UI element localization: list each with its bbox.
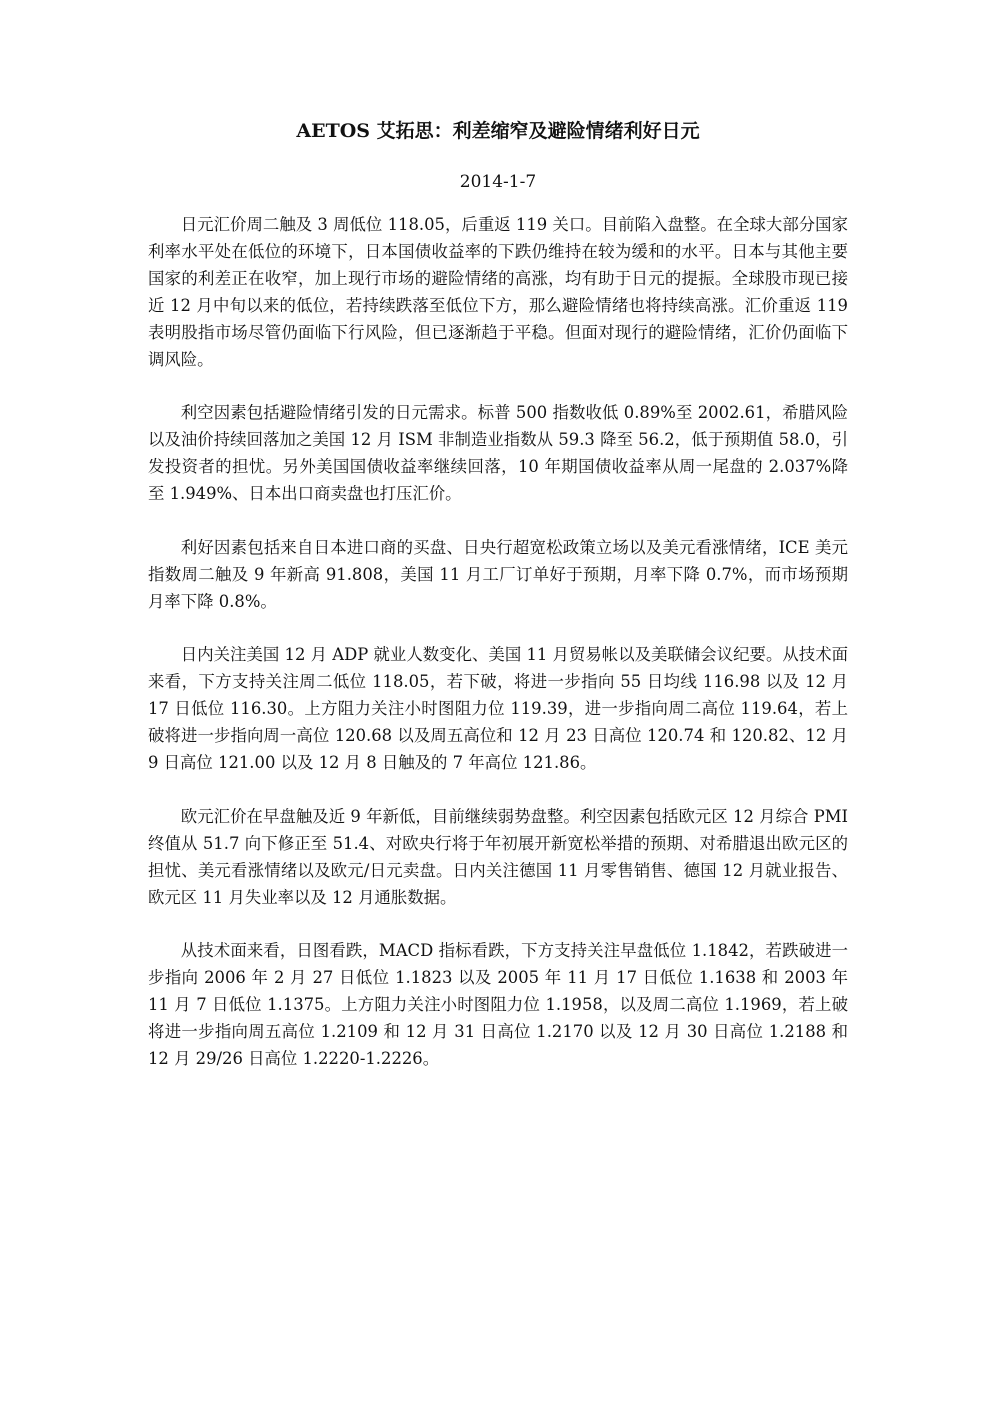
paragraph: 日元汇价周二触及 3 周低位 118.05，后重返 119 关口。目前陷入盘整。在全球大部分国家利率水平处在低位的环境下，日本国债收益率的下跌仍维持在较为缓和的水平。日本与其他主要国家的利差正在收窄，加上现行市场的避险情绪的高涨，均有助于日元的提振。全球股市现已接近 12 月中旬以来的低位，若持续跌落至低位下方，那么避险情绪也将持续高涨。汇价重返 119 表明股指市场尽管仍面临下行风险，但已逐渐趋于平稳。但面对现行的避险情绪，汇价仍面临下调风险。 [148, 215, 848, 369]
paragraph: 欧元汇价在早盘触及近 9 年新低，目前继续弱势盘整。利空因素包括欧元区 12 月综合 PMI 终值从 51.7 向下修正至 51.4、对欧央行将于年初展开新宽松举措的预期、对希腊退出欧元区的担忧、美元看涨情绪以及欧元/日元卖盘。日内关注德国 11 月零售销售、德国 12 月就业报告、欧元区 11 月失业率以及 12 月通胀数据。 [148, 806, 848, 907]
paragraph: 利空因素包括避险情绪引发的日元需求。标普 500 指数收低 0.89%至 2002.61，希腊风险以及油价持续回落加之美国 12 月 ISM 非制造业指数从 59.3 降至 56.2，低于预期值 58.0，引发投资者的担忧。另外美国国债收益率继续回落，10 年期国债收益率从周一尾盘的 2.037%降至 1.949%、日本出口商卖盘也打压汇价。 [148, 403, 848, 504]
paragraph: 日内关注美国 12 月 ADP 就业人数变化、美国 11 月贸易帐以及美联储会议纪要。从技术面来看，下方支持关注周二低位 118.05，若下破，将进一步指向 55 日均线 116.98 以及 12 月 17 日低位 116.30。上方阻力关注小时图阻力位 119.39，进一步指向周二高位 119.64，若上破将进一步指向周一高位 120.68 以及周五高位和 12 月 23 日高位 120.74 和 120.82、12 月 9 日高位 121.00 以及 12 月 8 日触及的 7 年高位 121.86。 [148, 645, 848, 773]
document-title: AETOS 艾拓思：利差缩窄及避险情绪利好日元 [296, 120, 700, 142]
paragraph: 利好因素包括来自日本进口商的买盘、日央行超宽松政策立场以及美元看涨情绪，ICE 美元指数周二触及 9 年新高 91.808，美国 11 月工厂订单好于预期，月率下降 0.7%，而市场预期月率下降 0.8%。 [148, 537, 848, 611]
paragraph: 从技术面来看，日图看跌，MACD 指标看跌，下方支持关注早盘低位 1.1842，若跌破进一步指向 2006 年 2 月 27 日低位 1.1823 以及 2005 年 11 月 17 日低位 1.1638 和 2003 年 11 月 7 日低位 1.1375。上方阻力关注小时图阻力位 1.1958，以及周二高位 1.1969，若上破将进一步指向周五高位 1.2109 和 12 月 31 日高位 1.2170 以及 12 月 30 日高位 1.2188 和 12 月 29/26 日高位 1.2220-1.2226。 [148, 941, 848, 1069]
document-date: 2014-1-7 [459, 172, 537, 192]
document-page [148, 112, 848, 1073]
